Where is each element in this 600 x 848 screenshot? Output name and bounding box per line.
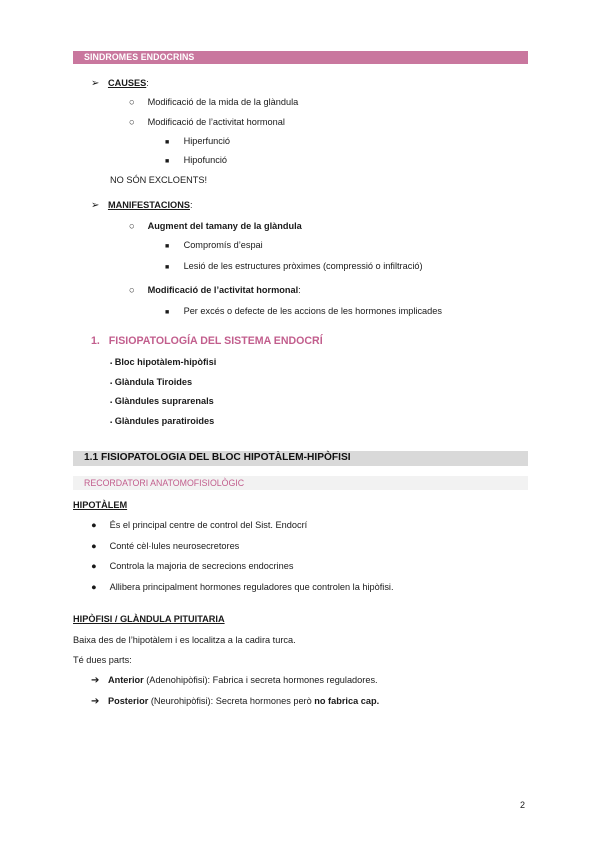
manifestacions-subitem-2 [165, 261, 423, 271]
hipotalem-item-3-text: Controla la majoria de secrecions endocrines [109, 561, 294, 571]
section-1-item-3-text: Glàndules suprarenals [114, 396, 214, 406]
circle-bullet-icon: ○ [129, 97, 135, 107]
section-1-item-1-text: Bloc hipotàlem-hipòfisi [114, 357, 217, 367]
posterior-paren: (Neurohipòfisi) [150, 696, 211, 706]
causes-item-2-text: Modificació de l’activitat hormonal [147, 117, 285, 127]
section-1-item-4 [110, 416, 214, 426]
small-square-bullet-icon: ▪ [110, 361, 113, 367]
manifestacions-item-1 [129, 221, 302, 231]
hipofisi-line-1: Baixa des de l’hipotàlem i es localitza a la cadira turca. [73, 635, 296, 645]
section-1-number: 1. [91, 335, 100, 347]
hipotalem-title: HIPOTÀLEM [73, 500, 128, 510]
hipotalem-item-3 [91, 561, 293, 571]
section-1-title: FISIOPATOLOGÍA DEL SISTEMA ENDOCRÍ [108, 335, 323, 347]
section-1-1-subtitle: RECORDATORI ANATOMOFISIOLÒGIC [84, 478, 245, 488]
manifestacions-subitem-1-text: Compromís d’espai [183, 240, 263, 250]
hipofisi-line-2: Té dues parts: [73, 655, 132, 665]
arrowhead-bullet-icon: ➢ [91, 78, 100, 89]
manifestacions-heading: ➢ MANIFESTACIONS: [91, 200, 193, 211]
circle-bullet-icon: ○ [129, 221, 135, 231]
section-1-item-2 [110, 377, 192, 387]
hipotalem-item-2 [91, 541, 239, 551]
dot-bullet-icon: ● [91, 582, 97, 592]
causes-label: CAUSES [107, 78, 147, 88]
posterior-text: : Secreta hormones però [210, 696, 315, 706]
hipotalem-item-1 [91, 520, 307, 530]
hipotalem-item-4 [91, 582, 394, 592]
causes-item-1 [129, 97, 298, 107]
manifestacions-item-1-text: Augment del tamany de la glàndula [147, 221, 302, 231]
page-number: 2 [520, 800, 526, 810]
square-bullet-icon: ■ [165, 139, 170, 146]
arrow-right-icon: ➔ [91, 696, 100, 707]
hipotalem-item-2-text: Conté cèl·lules neurosecretores [109, 541, 240, 551]
posterior-bold-text: no fabrica cap. [314, 696, 380, 706]
small-square-bullet-icon: ▪ [110, 400, 113, 406]
manifestacions-label: MANIFESTACIONS [107, 200, 190, 210]
square-bullet-icon: ■ [165, 158, 170, 165]
dot-bullet-icon: ● [91, 520, 97, 530]
section-1-item-1 [110, 357, 216, 367]
hipofisi-posterior [91, 696, 379, 707]
hipofisi-title: HIPÒFISI / GLÀNDULA PITUITARIA [73, 614, 225, 624]
causes-subitem-1-text: Hiperfunció [183, 136, 231, 146]
anterior-paren: (Adenohipòfisi) [146, 675, 208, 685]
manifestacions-subitem-2-text: Lesió de les estructures pròximes (compressió o infiltració) [183, 261, 423, 271]
dot-bullet-icon: ● [91, 541, 97, 551]
section-1-item-2-text: Glàndula Tiroides [114, 377, 193, 387]
section-header-bar [73, 51, 528, 64]
causes-note: NO SÓN EXCLOENTS! [110, 175, 207, 185]
manifestacions-item-2-text: Modificació de l’activitat hormonal [147, 285, 299, 295]
manifestacions-subitem-3-text: Per excés o defecte de les accions de les hormones implicades [183, 306, 442, 316]
manifestacions-item-2: ○ Modificació de l’activitat hormonal: [129, 285, 301, 295]
section-1-heading [91, 335, 323, 347]
anterior-text: : Fabrica i secreta hormones reguladores. [207, 675, 378, 685]
arrowhead-bullet-icon: ➢ [91, 200, 100, 211]
causes-item-2 [129, 117, 285, 127]
square-bullet-icon: ■ [165, 243, 170, 250]
small-square-bullet-icon: ▪ [110, 381, 113, 387]
square-bullet-icon: ■ [165, 264, 170, 271]
manifestacions-subitem-3 [165, 306, 442, 316]
circle-bullet-icon: ○ [129, 285, 135, 295]
causes-heading: ➢ CAUSES: [91, 78, 149, 89]
small-square-bullet-icon: ▪ [110, 420, 113, 426]
causes-subitem-1 [165, 136, 230, 146]
hipofisi-anterior [91, 675, 378, 686]
causes-subitem-2 [165, 155, 227, 165]
section-1-1-header-bar [73, 451, 528, 466]
causes-item-1-text: Modificació de la mida de la glàndula [147, 97, 299, 107]
hipotalem-item-4-text: Allibera principalment hormones reguladores que controlen la hipòfisi. [109, 582, 394, 592]
section-1-1-subheader-bar [73, 476, 528, 490]
dot-bullet-icon: ● [91, 561, 97, 571]
anterior-label: Anterior [107, 675, 144, 685]
square-bullet-icon: ■ [165, 309, 170, 316]
manifestacions-subitem-1 [165, 240, 263, 250]
circle-bullet-icon: ○ [129, 117, 135, 127]
causes-subitem-2-text: Hipofunció [183, 155, 227, 165]
posterior-label: Posterior [107, 696, 149, 706]
section-header-title: SINDROMES ENDOCRINS [84, 52, 195, 62]
hipotalem-item-1-text: És el principal centre de control del Sist. Endocrí [109, 520, 308, 530]
section-1-item-4-text: Glàndules paratiroides [114, 416, 215, 426]
section-1-item-3 [110, 396, 214, 406]
arrow-right-icon: ➔ [91, 675, 100, 686]
section-1-1-title: 1.1 FISIOPATOLOGIA DEL BLOC HIPOTÀLEM-HIPÒFISI [84, 452, 351, 463]
